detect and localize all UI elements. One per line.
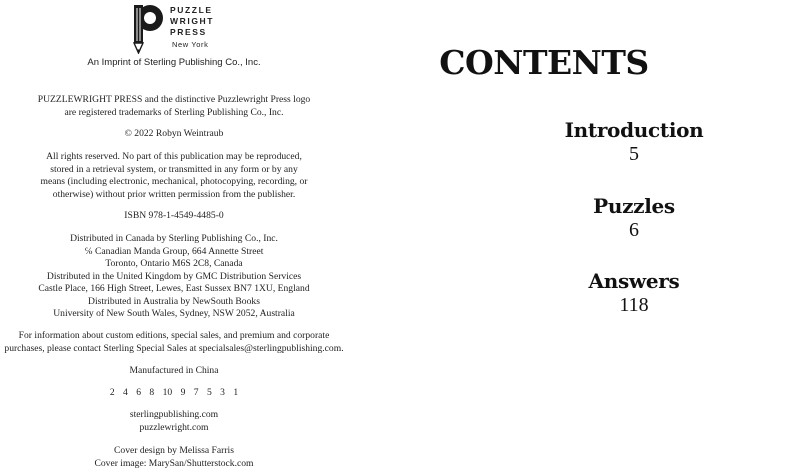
copyright-page [0,0,372,476]
contents-heading: CONTENTS [439,43,649,82]
websites [0,409,348,434]
info-line: For information about custom editions, special sales, and premium and corporate [18,330,330,341]
publisher-logo [124,2,244,54]
credit-line: Cover design by Melissa Farris [114,445,234,456]
isbn-line: ISBN 978-1-4549-4485-0 [124,210,224,221]
distribution-line: Distributed in Australia by NewSouth Books [88,295,260,307]
website-line: sterlingpublishing.com [129,409,219,420]
rights-line: means (including electronic, mechanical, photocopying, recording, or [40,176,308,187]
printing-line [0,387,348,400]
puzzlewright-pencil-logo-icon [124,2,168,54]
distribution-line: Toronto, Ontario M6S 2C8, Canada [105,258,243,269]
rights-line: All rights reserved. No part of this publication may be reproduced, [46,151,302,162]
contents-entry-label: Puzzles [593,194,675,218]
rights-line: otherwise) without prior written permission from the publisher. [52,188,296,200]
distribution-line: Distributed in the United Kingdom by GMC Distribution Services [46,270,302,282]
trademark-line: are registered trademarks of Sterling Publishing Co., Inc. [64,106,284,118]
contents-entry-puzzles [502,194,766,242]
contents-entry-label: Answers [588,269,680,293]
distribution-notice [0,233,348,321]
contents-entry-page: 6 [629,219,639,241]
copyright-notice [0,128,348,141]
imprint-line: An Imprint of Sterling Publishing Co., Inc. [87,57,261,68]
contents-entry-answers [502,269,766,317]
contents-entry-page: 5 [629,143,639,165]
rights-line: stored in a retrieval system, or transmitted in any form or by any [50,163,298,175]
logo-word-1: PUZZLE [170,5,213,15]
contents-entry-page: 118 [619,294,649,316]
credit-line: Cover image: MarySan/Shutterstock.com [94,457,254,469]
copyright-line: © 2022 Robyn Weintraub [124,128,224,139]
special-sales-notice [0,330,358,355]
website-line: puzzlewright.com [139,421,209,433]
trademark-notice [0,94,348,119]
printing-numbers: 2 4 6 8 10 9 7 5 3 1 [109,387,239,398]
distribution-line: Castle Place, 166 High Street, Lewes, East Sussex BN7 1XU, England [38,283,310,294]
logo-city: New York [172,40,209,49]
contents-page [372,0,800,476]
distribution-line: Distributed in Canada by Sterling Publishing Co., Inc. [70,233,278,244]
distribution-line: ℅ Canadian Manda Group, 664 Annette Street [84,245,264,257]
logo-word-3: PRESS [170,27,207,37]
contents-entry-label: Introduction [564,118,704,142]
logo-word-2: WRIGHT [170,16,215,26]
rights-notice [0,151,348,201]
manufactured-line: Manufactured in China [129,365,219,376]
cover-credits [0,445,348,470]
trademark-line: PUZZLEWRIGHT PRESS and the distinctive Puzzlewright Press logo [37,94,311,105]
distribution-line: University of New South Wales, Sydney, NSW 2052, Australia [53,308,295,319]
manufactured-notice [0,365,348,378]
isbn [0,210,348,223]
contents-entry-introduction [502,118,766,166]
info-line: purchases, please contact Sterling Special Sales at specialsales@sterlingpublishing.com. [4,342,344,354]
